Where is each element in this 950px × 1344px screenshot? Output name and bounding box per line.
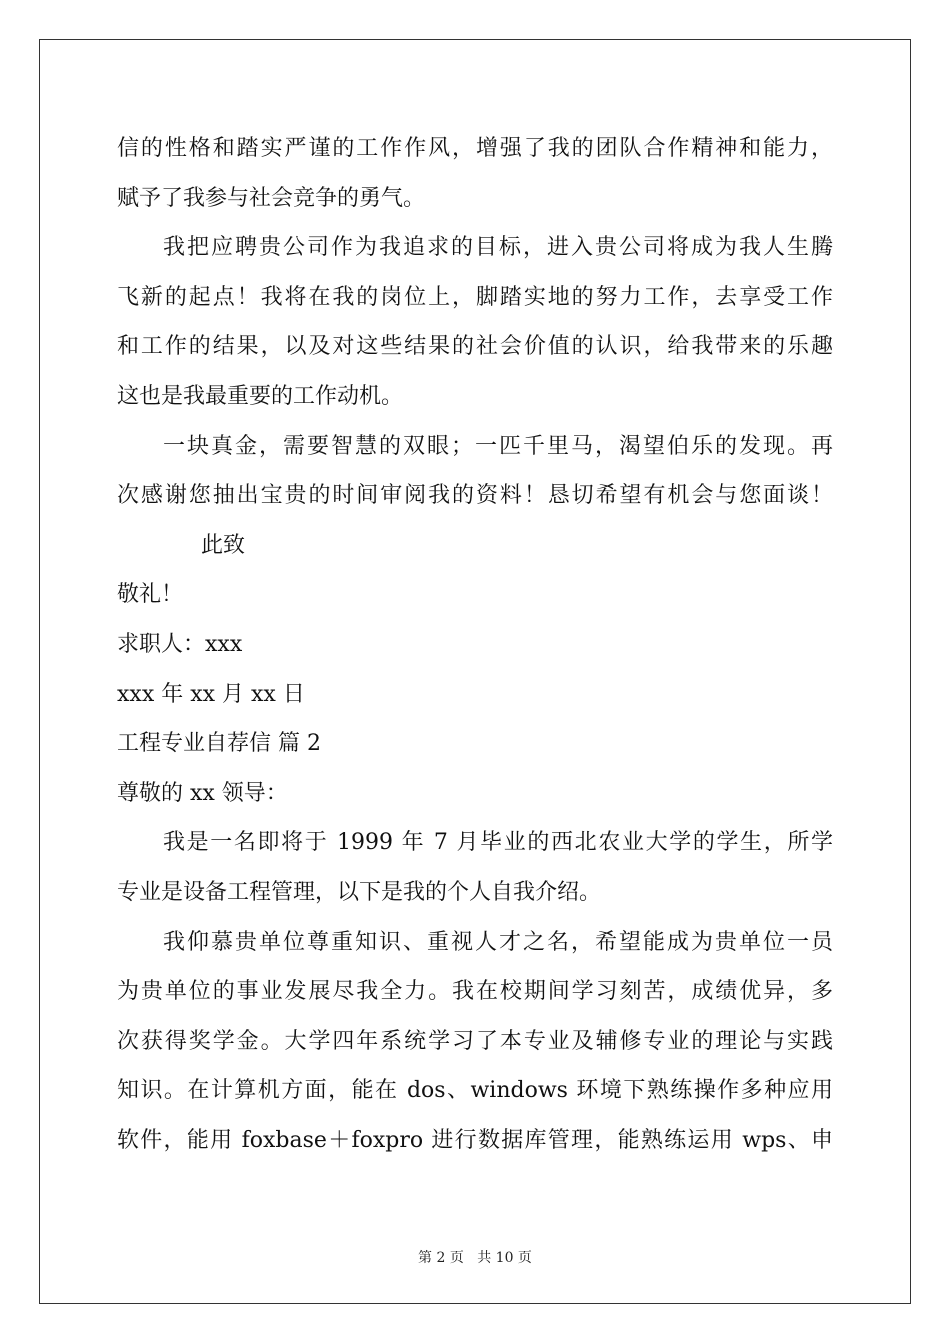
applicant-signature: 求职人：xxx — [117, 631, 243, 657]
page-number: 第 2 页 — [418, 1250, 464, 1266]
paragraph-line: 我把应聘贵公司作为我追求的目标，进入贵公司将成为我人生腾 — [163, 235, 833, 261]
paragraph-line: 软件，能用 foxbase＋foxpro 进行数据库管理，能熟练运用 wps、申 — [117, 1127, 833, 1153]
paragraph-line: 专业是设备工程管理，以下是我的个人自我介绍。 — [117, 879, 602, 905]
letter-greeting: 尊敬的 xx 领导： — [117, 780, 288, 806]
letter-body — [117, 124, 833, 1165]
paragraph-line: 和工作的结果，以及对这些结果的社会价值的认识，给我带来的乐趣 — [117, 334, 833, 360]
paragraph-line: 这也是我最重要的工作动机。 — [117, 383, 404, 409]
paragraph-line: 信的性格和踏实严谨的工作作风，增强了我的团队合作精神和能力， — [117, 136, 833, 161]
paragraph-line: 我是一名即将于 1999 年 7 月毕业的西北农业大学的学生，所学 — [163, 830, 833, 856]
letter-date: xxx 年 xx 月 xx 日 — [117, 681, 305, 707]
closing-salutation: 此致 — [201, 532, 246, 558]
paragraph-line: 知识。在计算机方面，能在 dos、windows 环境下熟练操作多种应用 — [117, 1078, 833, 1104]
paragraph-line: 飞新的起点！我将在我的岗位上，脚踏实地的努力工作，去享受工作 — [117, 284, 833, 310]
paragraph-line: 为贵单位的事业发展尽我全力。我在校期间学习刻苦，成绩优异，多 — [117, 979, 833, 1005]
total-pages: 共 10 页 — [477, 1250, 532, 1266]
section-title: 工程专业自荐信 篇 2 — [117, 731, 321, 757]
closing-regards: 敬礼！ — [117, 582, 184, 608]
paragraph-line: 赋予了我参与社会竞争的勇气。 — [117, 185, 426, 211]
page-footer — [0, 1247, 950, 1267]
paragraph-line: 次获得奖学金。大学四年系统学习了本专业及辅修专业的理论与实践 — [117, 1028, 833, 1054]
paragraph-line: 一块真金，需要智慧的双眼；一匹千里马，渴望伯乐的发现。再 — [163, 433, 833, 459]
paragraph-line: 次感谢您抽出宝贵的时间审阅我的资料！恳切希望有机会与您面谈！ — [117, 483, 833, 509]
paragraph-line: 我仰慕贵单位尊重知识、重视人才之名，希望能成为贵单位一员 — [163, 929, 833, 955]
